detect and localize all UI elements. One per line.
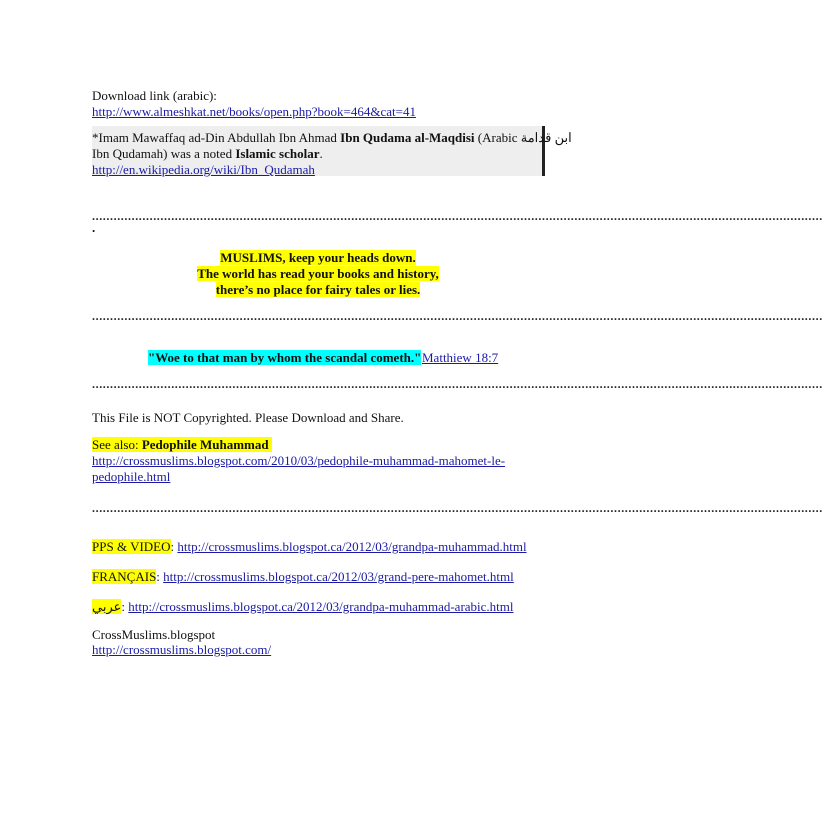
download-link[interactable]: http://www.almeshkat.net/books/open.php?book=464&cat=41: [92, 104, 416, 119]
bio-scholar: Islamic scholar: [235, 146, 320, 161]
arabic-link[interactable]: http://crossmuslims.blogspot.ca/2012/03/grandpa-muhammad-arabic.html: [128, 599, 514, 614]
separator-1-tail: .: [92, 220, 96, 235]
francais-link[interactable]: http://crossmuslims.blogspot.ca/2012/03/grand-pere-mahomet.html: [163, 569, 514, 584]
message-line-3: there’s no place for fairy tales or lies.: [215, 282, 421, 297]
pps-video-label: PPS & VIDEO: [92, 539, 171, 554]
bio-line2-start: Ibn Qudamah) was a noted: [92, 146, 236, 161]
see-also-link-part-1[interactable]: http://crossmuslims.blogspot.com/2010/03/pedophile-muhammad-mahomet-le-: [92, 453, 506, 468]
quote-text: "Woe to that man by whom the scandal cometh.": [148, 350, 422, 365]
francais-label: FRANÇAIS: [92, 569, 157, 584]
see-also-link-part-2[interactable]: pedophile.html: [92, 469, 171, 484]
footer-site-link[interactable]: http://crossmuslims.blogspot.com/: [92, 642, 272, 657]
separator-2: ...........................................................................................................................................................................................................: [92, 309, 823, 323]
download-label: Download link (arabic):: [92, 88, 217, 103]
copyright-notice: This File is NOT Copyrighted. Please Download and Share.: [92, 410, 404, 425]
separator-4: ...........................................................................................................................................................................................................: [92, 501, 823, 515]
bio-arabic-open: (Arabic: [474, 130, 521, 145]
see-also-title: Pedophile Muhammad: [141, 437, 269, 452]
footer-site-name: CrossMuslims.blogspot: [92, 627, 216, 642]
arabic-label: عربي: [92, 599, 122, 614]
pps-video-link[interactable]: http://crossmuslims.blogspot.ca/2012/03/grandpa-muhammad.html: [177, 539, 527, 554]
separator-1: ...........................................................................................................................................................................................................: [92, 209, 823, 223]
bio-box: [92, 126, 572, 177]
bio-arabic-name: ابن قدامة: [520, 130, 572, 145]
separator-3: ...........................................................................................................................................................................................................: [92, 377, 823, 391]
bio-name: Ibn Qudama al-Maqdisi: [340, 130, 475, 145]
bio-intro: *Imam Mawaffaq ad-Din Abdullah Ibn Ahmad: [92, 130, 341, 145]
message-line-1: MUSLIMS, keep your heads down.: [220, 250, 416, 265]
wikipedia-link[interactable]: http://en.wikipedia.org/wiki/Ibn_Qudamah: [92, 162, 315, 177]
quote-reference-link[interactable]: Matthiew 18:7: [422, 350, 499, 365]
see-also-label: See also:: [92, 437, 142, 452]
bio-line2-end: .: [319, 146, 323, 161]
message-line-2: The world has read your books and history,: [197, 266, 439, 281]
